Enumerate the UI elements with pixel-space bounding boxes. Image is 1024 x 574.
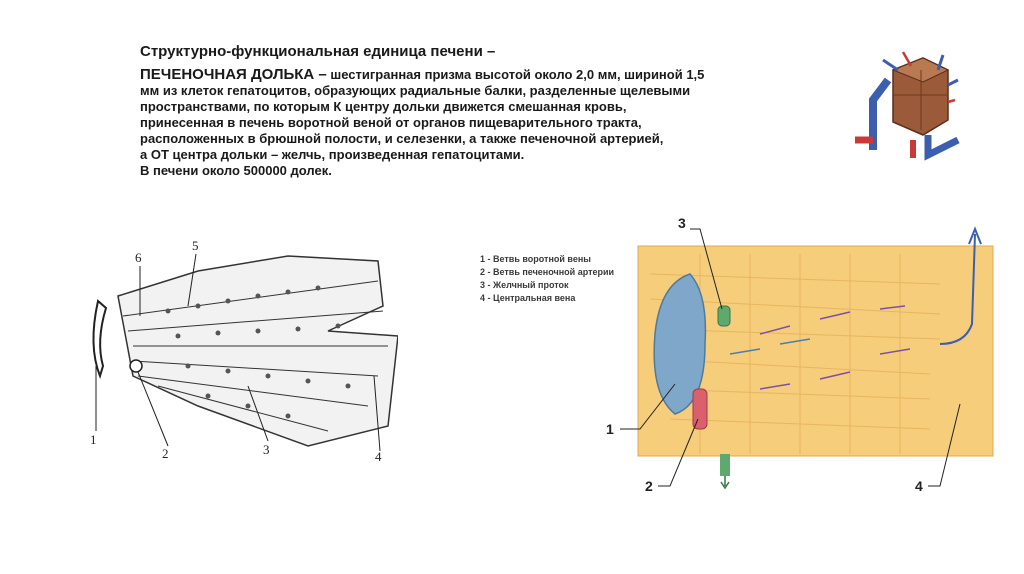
legend-item-1: 1 - Ветвь воротной вены [480,254,591,264]
legend-item-4: 4 - Центральная вена [480,293,576,303]
slide-heading: Структурно-функциональная единица печени – [140,43,496,60]
description-line-6: а ОТ центра дольки – желчь, произведенная гепатоцитами. [140,147,525,162]
legend-item-3: 3 - Желчный проток [480,280,569,290]
lobule-description [140,67,800,163]
lobule-count-text: В печени около 500000 долек. [140,163,332,178]
description-line-2: мм из клеток гепатоцитов, образующих радиальные балки, разделенные щелевыми [140,83,691,98]
lobule-schematic [460,214,1000,494]
left-label-6: 6 [135,250,142,265]
lobule-histology-drawing [78,236,398,466]
callout-4: 4 [915,478,923,494]
description-line-1: шестигранная призма высотой около 2,0 мм, шириной 1,5 [330,67,705,82]
lobule-3d-illustration [843,40,973,170]
left-label-3: 3 [263,442,270,457]
callout-1: 1 [606,421,614,437]
left-label-1: 1 [90,432,97,447]
callout-3: 3 [678,215,686,231]
legend-item-2: 2 - Ветвь печеночной артерии [480,267,615,277]
left-label-4: 4 [375,449,382,464]
callout-2: 2 [645,478,653,494]
lobule-term: ПЕЧЕНОЧНАЯ ДОЛЬКА – [140,66,327,83]
text-block [140,42,800,179]
left-label-5: 5 [192,238,199,253]
description-line-5: расположенных в брюшной полости, и селезенки, а также печеночной артерией, [140,131,664,146]
description-line-3: пространствами, по которым К центру дольки движется смешанная кровь, [140,99,627,114]
left-label-2: 2 [162,446,169,461]
description-line-4: принесенная в печень воротной веной от органов пищеварительного тракта, [140,115,642,130]
